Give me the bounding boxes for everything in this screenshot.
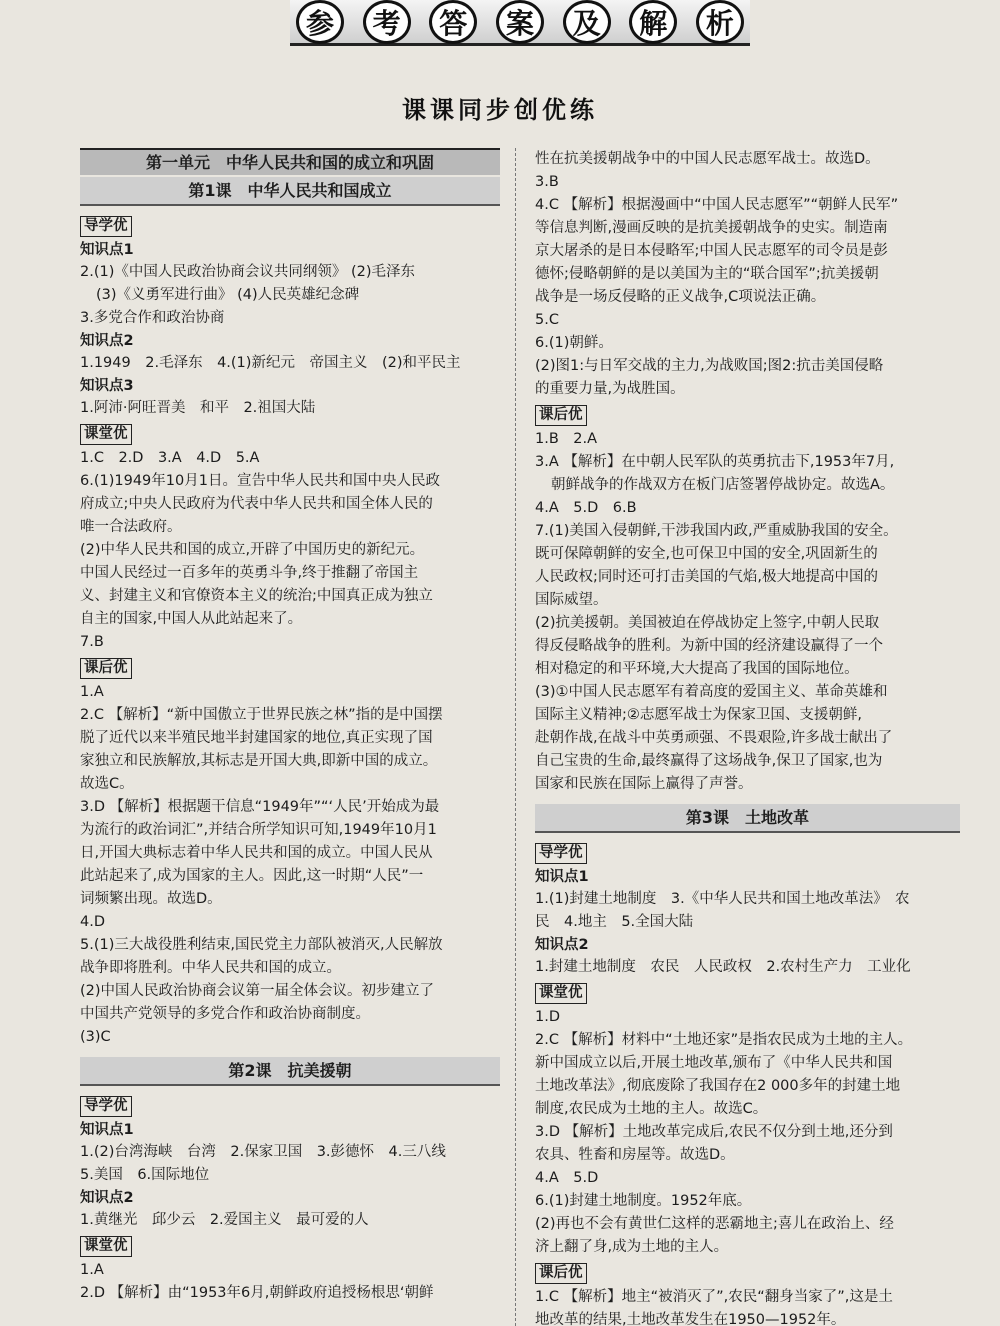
l1-kp3-a: 1.阿沛·阿旺晋美 和平 2.祖国大陆 — [80, 400, 316, 416]
l1-kh-2a: 2.C 【解析】“新中国傲立于世界民族之林”指的是中国摆 — [80, 707, 443, 723]
l2-kh-7a: 7.(1)美国入侵朝鲜,干涉我国内政,严重威胁我国的安全。 — [535, 523, 898, 539]
l2-kt-4d: 德怀;侵略朝鲜的是以美国为主的“联合国军”;抗美援朝 — [535, 266, 879, 282]
l2-kp2: 知识点2 — [80, 1190, 134, 1206]
l2-kh-3a: 3.A 【解析】在中朝人民军队的英勇抗击下,1953年7月, — [535, 454, 895, 470]
banner-char-7: 析 — [696, 0, 744, 44]
l2-kh-4: 4.A 5.D 6.B — [535, 500, 637, 516]
l3-tag-daoxue: 导学优 — [535, 843, 587, 864]
l1-kh-5c: (2)中国人民政治协商会议第一届全体会议。初步建立了 — [80, 983, 435, 999]
l1-kt-6g: 自主的国家,中国人从此站起来了。 — [80, 611, 303, 627]
l1-kt-6b: 府成立;中央人民政府为代表中华人民共和国全体人民的 — [80, 496, 433, 512]
l3-kt-4: 4.A 5.D — [535, 1170, 599, 1186]
l3-kh-1a: 1.C 【解析】地主“被消灭了”,农民“翻身当家了”,这是土 — [535, 1289, 893, 1305]
l2-kh-7d: 国际威望。 — [535, 592, 608, 608]
l2-kh-7k: 自己宝贵的生命,最终赢得了这场战争,保卫了国家,也为 — [535, 753, 883, 769]
banner-char-6: 解 — [629, 0, 677, 44]
l2-kh-7i: 国际主义精神;②志愿军战士为保家卫国、支援朝鲜, — [535, 707, 862, 723]
header-banner — [290, 0, 750, 46]
l2-kt-2a: 2.D 【解析】由“1953年6月,朝鲜政府追授杨根思‘朝鲜 — [80, 1285, 434, 1301]
l2-kh-7j: 赴朝作战,在战斗中英勇顽强、不畏艰险,许多战士献出了 — [535, 730, 893, 746]
l2-kt-6b: (2)图1:与日军交战的主力,为战败国;图2:抗击美国侵略 — [535, 358, 884, 374]
l1-kh-5a: 5.(1)三大战役胜利结束,国民党主力部队被消灭,人民解放 — [80, 937, 443, 953]
l1-kh-5d: 中国共产党领导的多党合作和政治协商制度。 — [80, 1006, 370, 1022]
banner-char-4: 案 — [496, 0, 544, 44]
l2-kh-7c: 人民政权;同时还可打击美国的气焰,极大地提高中国的 — [535, 569, 878, 585]
l2-kh-7f: 得反侵略战争的胜利。为新中国的经济建设赢得了一个 — [535, 638, 883, 654]
l2-kt-3: 3.B — [535, 174, 559, 190]
l3-kh-1b: 地改革的结果,土地改革发生在1950—1952年。 — [535, 1312, 846, 1326]
l2-kh-3b: 朝鲜战争的作战双方在板门店签署停战协定。故选A。 — [551, 477, 895, 493]
l2-kt-1: 1.A — [80, 1262, 104, 1278]
l1-kp3: 知识点3 — [80, 378, 134, 394]
l3-kt-2d: 制度,农民成为土地的主人。故选C。 — [535, 1101, 768, 1117]
column-divider — [515, 148, 516, 1326]
l2-kt-5: 5.C — [535, 312, 559, 328]
l1-kp1-b: (3)《义勇军进行曲》 (4)人民英雄纪念碑 — [96, 287, 360, 303]
l2-kp1: 知识点1 — [80, 1122, 134, 1138]
banner-char-3: 答 — [429, 0, 477, 44]
l3-kp1-a: 1.(1)封建土地制度 3.《中华人民共和国土地改革法》 农 — [535, 891, 910, 907]
l1-kt-6e: 中国人民经过一百多年的英勇斗争,终于推翻了帝国主 — [80, 565, 419, 581]
l2-kt-2b: 性在抗美援朝战争中的中国人民志愿军战士。故选D。 — [535, 151, 880, 167]
l2-kp2-a: 1.黄继光 邱少云 2.爱国主义 最可爱的人 — [80, 1212, 369, 1228]
l2-kh-7h: (3)①中国人民志愿军有着高度的爱国主义、革命英雄和 — [535, 684, 888, 700]
l3-kt-3b: 农具、牲畜和房屋等。故选D。 — [535, 1147, 735, 1163]
l2-kh-7e: (2)抗美援朝。美国被迫在停战协定上签字,中朝人民取 — [535, 615, 880, 631]
l1-kp2: 知识点2 — [80, 333, 134, 349]
l1-kh-2c: 家独立和民族解放,其标志是开国大典,即新中国的成立。 — [80, 753, 438, 769]
l3-kt-1: 1.D — [535, 1009, 560, 1025]
l2-kt-4c: 京大屠杀的是日本侵略军;中国人民志愿军的司令员是彭 — [535, 243, 888, 259]
l1-kh-1: 1.A — [80, 684, 104, 700]
l1-kh-3c: 日,开国大典标志着中华人民共和国的成立。中国人民从 — [80, 845, 433, 861]
l2-kt-6a: 6.(1)朝鲜。 — [535, 335, 613, 351]
l3-kt-2c: 土地改革法》,彻底废除了我国存在2 000多年的封建土地 — [535, 1078, 901, 1094]
unit-title: 第一单元 中华人民共和国的成立和巩固 — [80, 148, 500, 175]
l1-tag-kehou: 课后优 — [80, 658, 132, 679]
l2-kh-7g: 相对稳定的和平环境,大大提高了我国的国际地位。 — [535, 661, 859, 677]
l3-kp2: 知识点2 — [535, 937, 589, 953]
banner-char-2: 考 — [363, 0, 411, 44]
l1-kh-3b: 为流行的政治词汇”,并结合所学知识可知,1949年10月1 — [80, 822, 437, 838]
lesson2-title: 第2课 抗美援朝 — [80, 1057, 500, 1086]
l3-tag-kehou: 课后优 — [535, 1263, 587, 1284]
l2-tag-kehou: 课后优 — [535, 405, 587, 426]
l3-kp2-a: 1.封建土地制度 农民 人民政权 2.农村生产力 工业化 — [535, 959, 911, 975]
l1-kh-5e: (3)C — [80, 1029, 111, 1045]
lesson3-title: 第3课 土地改革 — [535, 804, 960, 833]
l2-kt-6c: 的重要力量,为战胜国。 — [535, 381, 685, 397]
l1-kh-5b: 战争即将胜利。中华人民共和国的成立。 — [80, 960, 341, 976]
l1-kp2-a: 1.1949 2.毛泽东 4.(1)新纪元 帝国主义 (2)和平民主 — [80, 355, 461, 371]
banner-char-5: 及 — [563, 0, 611, 44]
l2-kt-4e: 战争是一场反侵略的正义战争,C项说法正确。 — [535, 289, 826, 305]
l2-kh-1: 1.B 2.A — [535, 431, 598, 447]
l1-kp1-c: 3.多党合作和政治协商 — [80, 310, 225, 326]
l1-kh-4: 4.D — [80, 914, 105, 930]
l1-kt-7: 7.B — [80, 634, 104, 650]
page-subtitle: 课课同步创优练 — [402, 96, 598, 124]
l2-kt-4a: 4.C 【解析】根据漫画中“中国人民志愿军”“朝鲜人民军” — [535, 197, 899, 213]
right-column — [535, 148, 960, 1326]
l3-kt-6a: 6.(1)封建土地制度。1952年底。 — [535, 1193, 752, 1209]
l3-kt-2a: 2.C 【解析】材料中“土地还家”是指农民成为土地的主人。 — [535, 1032, 913, 1048]
banner-char-1: 参 — [296, 0, 344, 44]
l2-kt-4b: 等信息判断,漫画反映的是抗美援朝战争的史实。制造南 — [535, 220, 888, 236]
l1-kp1: 知识点1 — [80, 242, 134, 258]
l2-kh-7l: 国家和民族在国际上赢得了声誉。 — [535, 776, 753, 792]
l2-kh-7b: 既可保障朝鲜的安全,也可保卫中国的安全,巩固新生的 — [535, 546, 878, 562]
l1-kp1-a: 2.(1)《中国人民政治协商会议共同纲领》 (2)毛泽东 — [80, 264, 416, 280]
l3-kt-6b: (2)再也不会有黄世仁这样的恶霸地主;喜儿在政治上、经 — [535, 1216, 894, 1232]
l2-tag-daoxue: 导学优 — [80, 1096, 132, 1117]
l3-kp1-b: 民 4.地主 5.全国大陆 — [535, 914, 694, 930]
l2-kp1-a: 1.(2)台湾海峡 台湾 2.保家卫国 3.彭德怀 4.三八线 — [80, 1144, 446, 1160]
l1-kh-2b: 脱了近代以来半殖民地半封建国家的地位,真正实现了国 — [80, 730, 433, 746]
l1-kt-6c: 唯一合法政府。 — [80, 519, 182, 535]
l1-kt-6d: (2)中华人民共和国的成立,开辟了中国历史的新纪元。 — [80, 542, 425, 558]
lesson1-title: 第1课 中华人民共和国成立 — [80, 177, 500, 206]
l1-kt-1: 1.C 2.D 3.A 4.D 5.A — [80, 450, 260, 466]
l1-kh-3a: 3.D 【解析】根据题干信息“1949年”“‘人民’开始成为最 — [80, 799, 440, 815]
l1-kt-6f: 义、封建主义和官僚资本主义的统治;中国真正成为独立 — [80, 588, 433, 604]
l2-tag-ketang: 课堂优 — [80, 1236, 132, 1257]
l3-kp1: 知识点1 — [535, 869, 589, 885]
left-column — [80, 148, 500, 1326]
l1-kt-6a: 6.(1)1949年10月1日。宣告中华人民共和国中央人民政 — [80, 473, 440, 489]
l1-kh-3e: 词频繁出现。故选D。 — [80, 891, 222, 907]
l1-tag-daoxue: 导学优 — [80, 216, 132, 237]
l3-kt-3a: 3.D 【解析】土地改革完成后,农民不仅分到土地,还分到 — [535, 1124, 893, 1140]
l3-kt-6c: 济上翻了身,成为土地的主人。 — [535, 1239, 729, 1255]
l3-kt-2b: 新中国成立以后,开展土地改革,颁布了《中华人民共和国 — [535, 1055, 893, 1071]
l1-kh-2d: 故选C。 — [80, 776, 134, 792]
l1-kh-3d: 此站起来了,成为国家的主人。因此,这一时期“人民”一 — [80, 868, 424, 884]
l3-tag-ketang: 课堂优 — [535, 983, 587, 1004]
l1-tag-ketang: 课堂优 — [80, 424, 132, 445]
l2-kp1-b: 5.美国 6.国际地位 — [80, 1167, 210, 1183]
